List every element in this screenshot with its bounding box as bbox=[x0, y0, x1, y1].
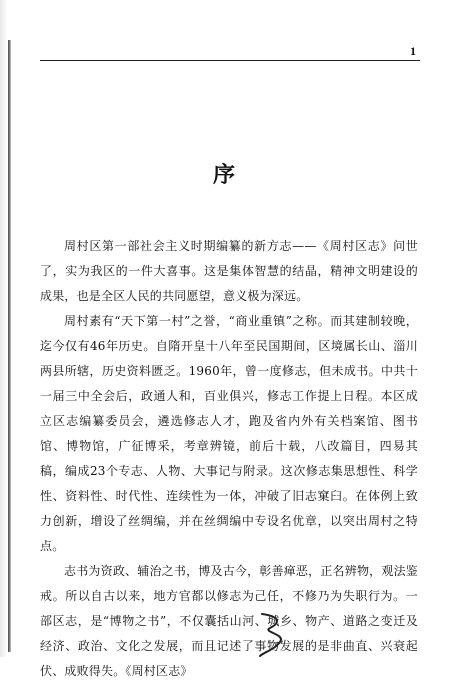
paragraph-1: 周村区第一部社会主义时期编纂的新方志——《周村区志》问世了，实为我区的一件大喜事。这是集体智慧的结晶，精神文明建设的成果，也是全区人民的共同愿望，意义极为深远。 bbox=[40, 239, 418, 303]
paragraph-3: 志书为资政、辅治之书，博及古今，彰善瘅恶，正名辨物，观法鉴戒。所以自古以来，地方官都以修志为己任，不修乃为失职行为。一部区志，是“博物之书”，不仅囊括山河、城乡、物产、道路之变迁及经济、政治、文化之发展，而且记述了事物发展的是非曲直、兴衰起伏、成败得失。《周村区志》 bbox=[40, 564, 418, 678]
page-title: 序 bbox=[212, 163, 237, 188]
paragraph-2: 周村素有“天下第一村”之誉，“商业重镇”之称。而其建制较晚，迄今仅有46年历史。自隋开皇十八年至民国期间，区境属长山、淄川两县所辖，历史资料匮乏。1960年，曾一度修志，但未成书。中共十一届三中全会后，政通人和，百业俱兴，修志工作提上日程。本区成立区志编纂委员会，遴选修志人才，跑及省内外有关档案馆、图书馆、博物馆，广征博采，考章辨镜，前后十载，八改篇目，四易其稿，编成23个专志、人物、大事记与附录。这次修志集思想性、科学性、资料性、时代性、连续性为一体，冲破了旧志窠臼。在体例上致力创新，增设了丝绸编，并在丝绸编中专设名优章，以突出周村之特点。 bbox=[40, 314, 418, 553]
book-spine-edge bbox=[8, 40, 11, 652]
page-number: 1 bbox=[410, 44, 416, 58]
header-rule bbox=[40, 60, 420, 61]
preface-body bbox=[40, 234, 418, 684]
handwritten-mark bbox=[256, 612, 292, 657]
page-edge-shadow bbox=[0, 0, 8, 657]
